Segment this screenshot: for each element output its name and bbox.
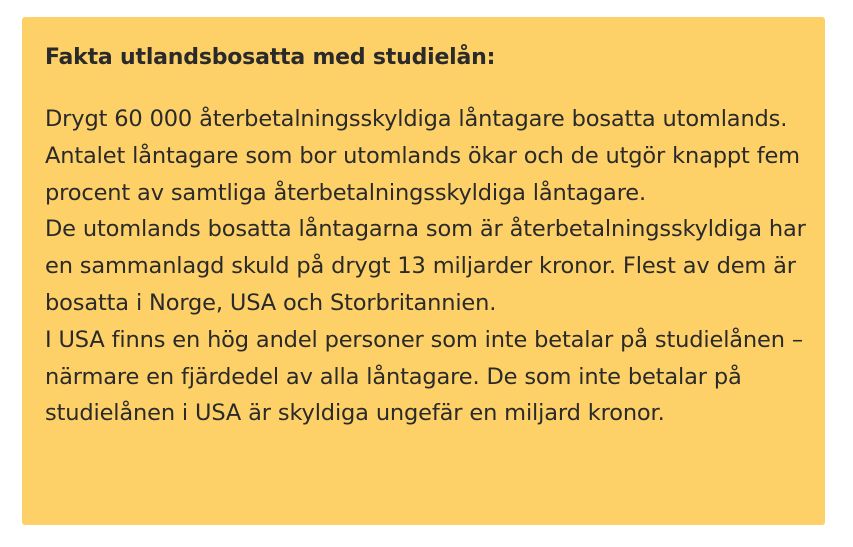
fact-paragraph-borrowers: Drygt 60 000 återbetalningsskyldiga låntagare bosatta utomlands. Antalet låntagare som bor utomlands ökar och de utgör knappt fem procent av samtliga återbetalningsskyldiga låntagare. [45,106,800,206]
fact-paragraph-usa: I USA finns en hög andel personer som inte betalar på studielånen – närmare en fjärdedel av alla låntagare. De som inte betalar på studielånen i USA är skyldiga ungefär en miljard kronor. [45,326,803,427]
fact-paragraph-debt: De utomlands bosatta låntagarna som är återbetalningsskyldiga har en sammanlagd skuld på drygt 13 miljarder kronor. Flest av dem är bosatta i Norge, USA och Storbritannien. [45,216,806,316]
fact-box [22,17,825,525]
fact-box-body [45,101,807,432]
fact-box-title: Fakta utlandsbosatta med studielån: [45,45,496,70]
